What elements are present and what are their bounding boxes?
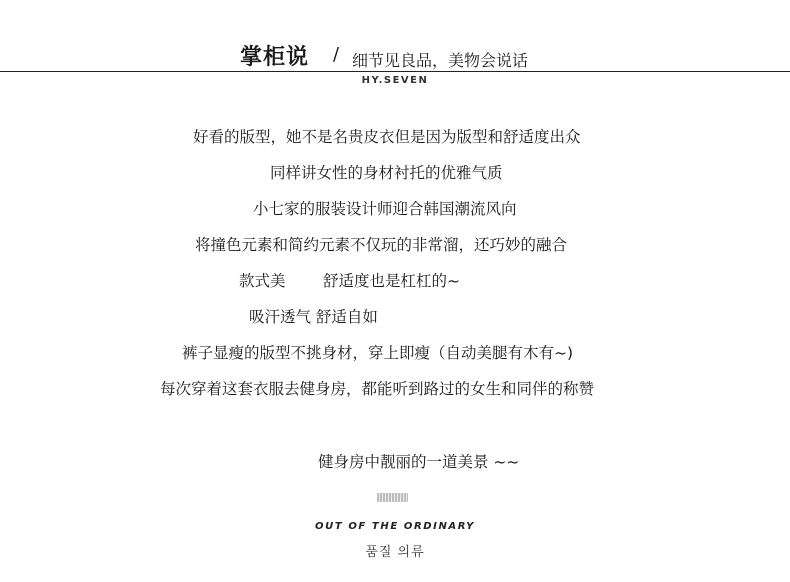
description-line: 同样讲女性的身材衬托的优雅气质 [270, 164, 503, 182]
description-line: 小七家的服装设计师迎合韩国潮流风向 [253, 200, 517, 218]
description-line: 每次穿着这套衣服去健身房，都能听到路过的女生和同伴的称赞 [160, 380, 595, 398]
footer-tagline: OUT OF THE ORDINARY [315, 521, 475, 532]
brand-name: HY.SEVEN [361, 75, 429, 86]
description-line: 好看的版型，她不是名贵皮衣但是因为版型和舒适度出众 [193, 128, 581, 146]
description-line: 吸汗透气 舒适自如 [249, 308, 378, 326]
header-slash: / [333, 44, 340, 65]
description-line: 健身房中靓丽的一道美景 ~~ [318, 453, 520, 471]
header-title: 掌柜说 [240, 45, 310, 70]
footer-subtitle: 품질 의류 [365, 545, 425, 560]
description-line: 将撞色元素和简约元素不仅玩的非常溜，还巧妙的融合 [195, 236, 568, 254]
header-subtitle: 细节见良品，美物会说话 [352, 51, 529, 70]
description-line: 舒适度也是杠杠的~ [323, 272, 460, 290]
brand-stamp-icon [377, 493, 408, 502]
description-line: 款式美 [239, 272, 286, 290]
header-divider [0, 71, 790, 72]
description-line: 裤子显瘦的版型不挑身材，穿上即瘦（自动美腿有木有~) [182, 344, 574, 362]
